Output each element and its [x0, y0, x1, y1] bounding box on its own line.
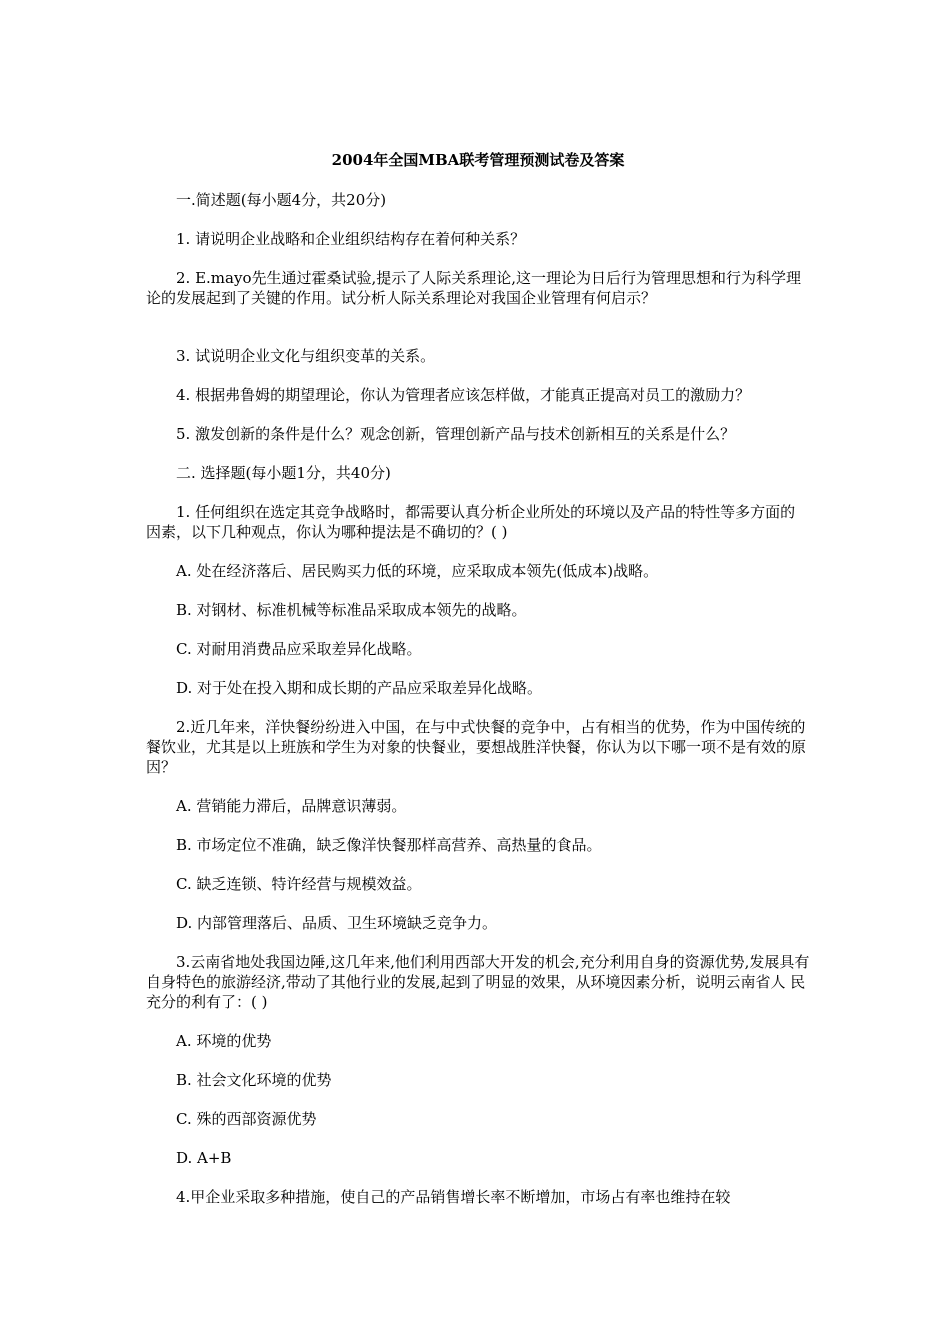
section2-question-3-stem: 3.云南省地处我国边陲,这几年来,他们利用西部大开发的机会,充分利用自身的资源优势,发展具有自身特色的旅游经济,带动了其他行业的发展,起到了明显的效果，从环境因素分析，说明云南省人 民充分的利有了：( ): [146, 953, 810, 1011]
section2-question-2-option-b: B. 市场定位不准确，缺乏像洋快餐那样高营养、高热量的食品。: [176, 836, 602, 854]
section2-question-2-option-c: C. 缺乏连锁、特许经营与规模效益。: [176, 875, 422, 893]
section2-question-4-stem: 4.甲企业采取多种措施，使自己的产品销售增长率不断增加，市场占有率也维持在较: [176, 1188, 731, 1206]
section2-question-1-stem: 1. 任何组织在选定其竞争战略时，都需要认真分析企业所处的环境以及产品的特性等多方面的因素，以下几种观点，你认为哪种提法是不确切的？( ): [146, 503, 796, 541]
section1-question-3: 3. 试说明企业文化与组织变革的关系。: [176, 347, 436, 365]
section1-question-5: 5. 激发创新的条件是什么？观念创新，管理创新产品与技术创新相互的关系是什么？: [176, 425, 736, 443]
section1-heading: 一.简述题(每小题4分，共20分): [176, 191, 387, 209]
section2-heading: 二. 选择题(每小题1分，共40分): [176, 464, 391, 482]
section1-question-2: 2. E.mayo先生通过霍桑试验,提示了人际关系理论,这一理论为日后行为管理思想和行为科学理论的发展起到了关键的作用。试分析人际关系理论对我国企业管理有何启示？: [146, 269, 802, 307]
section1-question-1: 1. 请说明企业战略和企业组织结构存在着何种关系？: [176, 230, 526, 248]
section2-question-3-option-a: A. 环境的优势: [176, 1032, 272, 1050]
section1-question-4: 4. 根据弗鲁姆的期望理论，你认为管理者应该怎样做，才能真正提高对员工的激励力？: [176, 386, 751, 404]
section2-question-3-option-b: B. 社会文化环境的优势: [176, 1071, 332, 1089]
section2-question-1-option-a: A. 处在经济落后、居民购买力低的环境，应采取成本领先(低成本)战略。: [176, 562, 659, 580]
section2-question-1-option-b: B. 对钢材、标准机械等标准品采取成本领先的战略。: [176, 601, 527, 619]
section2-question-3-option-d: D. A+B: [176, 1149, 232, 1167]
document-page: [146, 150, 810, 1207]
document-title: 2004年全国MBA联考管理预测试卷及答案: [331, 151, 625, 169]
section2-question-3-option-c: C. 殊的西部资源优势: [176, 1110, 317, 1128]
section2-question-1-option-d: D. 对于处在投入期和成长期的产品应采取差异化战略。: [176, 679, 543, 697]
section2-question-2-option-d: D. 内部管理落后、品质、卫生环境缺乏竞争力。: [176, 914, 498, 932]
section2-question-2-stem: 2.近几年来，洋快餐纷纷进入中国，在与中式快餐的竞争中，占有相当的优势，作为中国传统的餐饮业，尤其是以上班族和学生为对象的快餐业，要想战胜洋快餐，你认为以下哪一项不是有效的原因？: [146, 718, 807, 776]
section2-question-1-option-c: C. 对耐用消费品应采取差异化战略。: [176, 640, 422, 658]
section2-question-2-option-a: A. 营销能力滞后，品牌意识薄弱。: [176, 797, 407, 815]
